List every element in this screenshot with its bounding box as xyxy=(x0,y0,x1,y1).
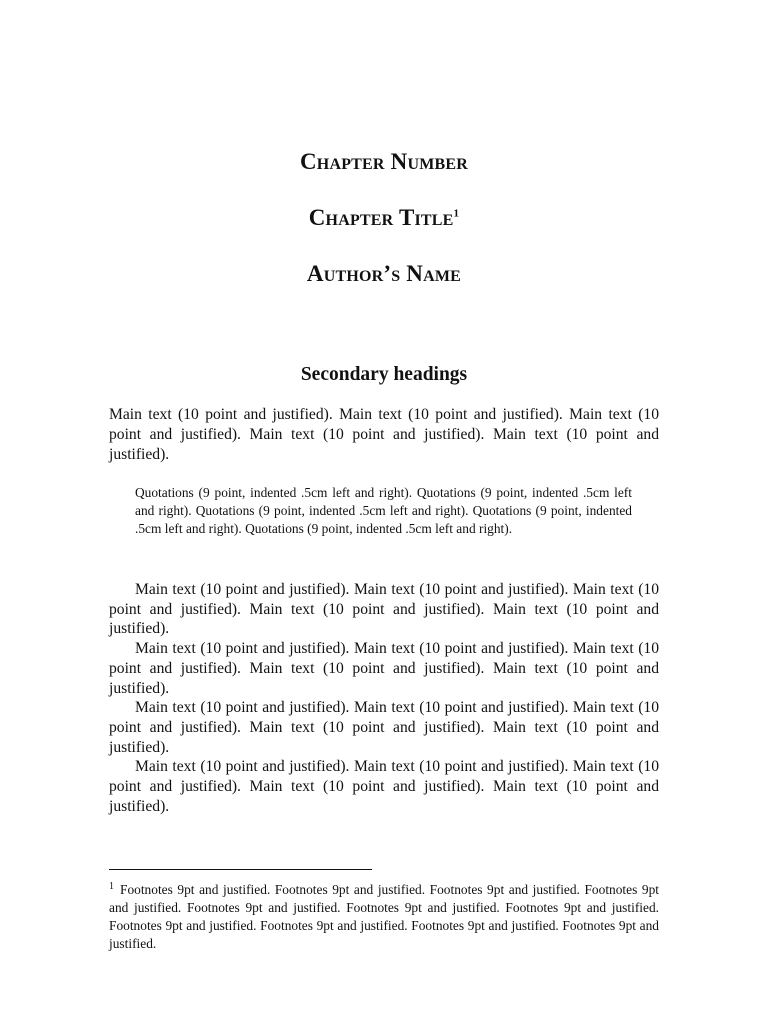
footnote-number: 1 xyxy=(109,880,114,892)
body-paragraph: Main text (10 point and justified). Main text (10 point and justified). Main text (10 point and justified). Main text (10 point and justified). Main text (10 point and justified). xyxy=(109,758,659,815)
chapter-number: Chapter Number xyxy=(300,149,468,174)
footnote xyxy=(109,881,659,953)
body-paragraph: Main text (10 point and justified). Main text (10 point and justified). Main text (10 point and justified). Main text (10 point and justified). Main text (10 point and justified). xyxy=(109,699,659,756)
footnote-reference-mark[interactable]: 1 xyxy=(453,207,460,220)
block-quotation: Quotations (9 point, indented .5cm left and right). Quotations (9 point, indented .5cm left and right). Quotations (9 point, indented .5cm left and right). Quotations (9 point, indented .5cm left and right). Quotations (9 point, indented .5cm left and right). xyxy=(135,485,632,536)
chapter-title xyxy=(0,206,768,229)
first-paragraph: Main text (10 point and justified). Main text (10 point and justified). Main text (10 point and justified). Main text (10 point and justified). Main text (10 point and justified). xyxy=(109,406,659,463)
body-paragraph: Main text (10 point and justified). Main text (10 point and justified). Main text (10 point and justified). Main text (10 point and justified). Main text (10 point and justified). xyxy=(109,581,659,638)
footnote-separator xyxy=(109,869,372,870)
author-name: Author’s Name xyxy=(306,261,462,286)
footnote-text: Footnotes 9pt and justified. Footnotes 9pt and justified. Footnotes 9pt and justified. Footnotes 9pt and justified. Footnotes 9pt and justified. Footnotes 9pt and justified. Footnotes 9pt and justified. Footnotes 9pt and justified. Footnotes 9pt and justified. Footnotes 9pt and justified. Footnotes 9pt and justified. xyxy=(109,882,659,951)
chapter-title-text: Chapter Title xyxy=(308,205,454,230)
body-paragraphs xyxy=(109,580,659,816)
body-paragraph: Main text (10 point and justified). Main text (10 point and justified). Main text (10 point and justified). Main text (10 point and justified). Main text (10 point and justified). xyxy=(109,640,659,697)
secondary-heading: Secondary headings xyxy=(300,364,468,385)
